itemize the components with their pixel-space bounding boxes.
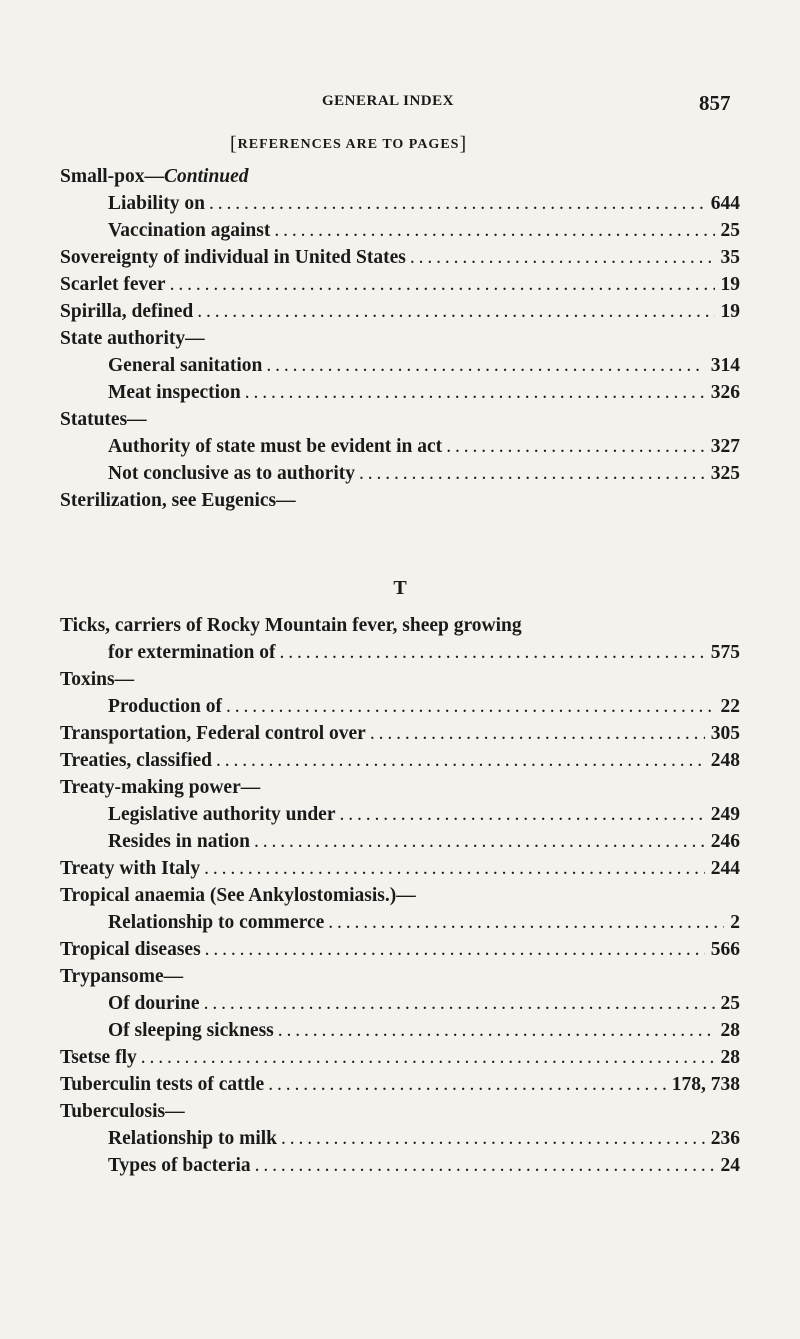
index-entry-label: Tuberculosis— xyxy=(60,1101,185,1122)
index-entry xyxy=(60,909,740,936)
index-entry-page: 566 xyxy=(710,939,740,960)
index-entry xyxy=(60,1044,740,1071)
index-entry-label: Of sleeping sickness xyxy=(108,1020,274,1041)
index-entry-label: Treaty-making power— xyxy=(60,777,261,798)
leader-dots xyxy=(245,379,705,406)
index-entry-label: Treaty with Italy xyxy=(60,858,201,879)
index-entry-label: Tropical diseases xyxy=(60,939,201,960)
index-entries-s xyxy=(60,190,740,514)
index-entry-page: 178, 738 xyxy=(671,1074,740,1095)
index-entry-page: 25 xyxy=(720,220,740,241)
index-entry-label: Tropical anaemia (See Ankylostomiasis.)— xyxy=(60,885,416,906)
reference-note-text: REFERENCES ARE TO PAGES xyxy=(237,137,460,152)
index-entry-page: 244 xyxy=(710,858,740,879)
index-entry xyxy=(60,963,740,990)
index-entry-label: Not conclusive as to authority xyxy=(108,463,355,484)
index-entry-label: for extermination of xyxy=(108,642,276,663)
index-entry xyxy=(60,990,740,1017)
index-entry-label: General sanitation xyxy=(108,355,263,376)
index-entry-label: Scarlet fever xyxy=(60,274,166,295)
index-entry-label: Tsetse fly xyxy=(60,1047,137,1068)
index-entry-page: 25 xyxy=(720,993,740,1014)
index-entry-label: Trypansome— xyxy=(60,966,184,987)
index-entry xyxy=(60,720,740,747)
index-entry xyxy=(60,639,740,666)
index-entry xyxy=(60,433,740,460)
leader-dots xyxy=(328,909,724,936)
index-entry-page: 325 xyxy=(710,463,740,484)
leader-dots xyxy=(204,990,715,1017)
leader-dots xyxy=(226,693,715,720)
index-entry xyxy=(60,190,740,217)
index-entry-label: Relationship to milk xyxy=(108,1128,278,1149)
page-number: 857 xyxy=(699,91,731,115)
index-entry-page: 644 xyxy=(710,193,740,214)
index-entry-label: Of dourine xyxy=(108,993,200,1014)
index-heading-small-pox: Small-pox—Continued xyxy=(60,166,249,187)
index-entry-label: Production of xyxy=(108,696,222,717)
index-entry xyxy=(60,828,740,855)
index-entry-label: Ticks, carriers of Rocky Mountain fever, sheep growing xyxy=(60,615,522,636)
index-entry-page: 2 xyxy=(730,912,740,933)
leader-dots xyxy=(216,747,705,774)
index-entry xyxy=(60,379,740,406)
index-entry xyxy=(60,693,740,720)
index-entry-label: Authority of state must be evident in act xyxy=(108,436,443,457)
index-entry-page: 236 xyxy=(710,1128,740,1149)
index-entry xyxy=(60,936,740,963)
leader-dots xyxy=(281,1125,705,1152)
index-entry xyxy=(60,1098,740,1125)
leader-dots xyxy=(255,1152,715,1179)
index-entry xyxy=(60,352,740,379)
index-entry xyxy=(60,666,740,693)
leader-dots xyxy=(410,244,715,271)
index-entry-label: Liability on xyxy=(108,193,205,214)
leader-dots xyxy=(197,298,714,325)
index-entry-label: Tuberculin tests of cattle xyxy=(60,1074,265,1095)
index-entry-label: Vaccination against xyxy=(108,220,271,241)
leader-dots xyxy=(205,936,705,963)
index-entry-label: Spirilla, defined xyxy=(60,301,194,322)
index-entry xyxy=(60,612,740,639)
leader-dots xyxy=(209,190,705,217)
index-entry-page: 22 xyxy=(720,696,740,717)
leader-dots xyxy=(359,460,705,487)
index-entry-label: State authority— xyxy=(60,328,205,349)
index-entry-page: 28 xyxy=(720,1020,740,1041)
leader-dots xyxy=(446,433,705,460)
leader-dots xyxy=(274,217,714,244)
index-entry xyxy=(60,747,740,774)
index-entries-t xyxy=(60,612,740,1179)
index-entry-page: 19 xyxy=(720,301,740,322)
index-entry-page: 327 xyxy=(710,436,740,457)
leader-dots xyxy=(170,271,715,298)
index-entry xyxy=(60,271,740,298)
index-entry xyxy=(60,774,740,801)
index-entry-page: 246 xyxy=(710,831,740,852)
index-entry xyxy=(60,801,740,828)
index-entry xyxy=(60,460,740,487)
reference-note: [REFERENCES ARE TO PAGES] xyxy=(230,133,468,155)
leader-dots xyxy=(254,828,705,855)
section-letter: T xyxy=(393,577,407,599)
leader-dots xyxy=(340,801,705,828)
index-entry xyxy=(60,487,740,514)
index-entry-label: Relationship to commerce xyxy=(108,912,325,933)
index-entry-label: Transportation, Federal control over xyxy=(60,723,366,744)
index-entry-label: Legislative authority under xyxy=(108,804,336,825)
index-entry-label: Statutes— xyxy=(60,409,147,430)
leader-dots xyxy=(266,352,704,379)
index-entry xyxy=(60,217,740,244)
index-entry xyxy=(60,1017,740,1044)
index-entry-label: Meat inspection xyxy=(108,382,241,403)
index-entry xyxy=(60,1071,740,1098)
page-header xyxy=(0,93,800,117)
running-title: GENERAL INDEX xyxy=(322,93,454,109)
leader-dots xyxy=(370,720,705,747)
leader-dots xyxy=(268,1071,666,1098)
index-entry xyxy=(60,244,740,271)
index-entry xyxy=(60,855,740,882)
index-entry-page: 249 xyxy=(710,804,740,825)
index-entry-page: 35 xyxy=(720,247,740,268)
leader-dots xyxy=(280,639,705,666)
index-entry-page: 248 xyxy=(710,750,740,771)
index-entry-page: 575 xyxy=(710,642,740,663)
index-entry-label: Sterilization, see Eugenics— xyxy=(60,490,296,511)
index-entry-label: Resides in nation xyxy=(108,831,250,852)
index-entry xyxy=(60,298,740,325)
index-entry xyxy=(60,406,740,433)
leader-dots xyxy=(278,1017,715,1044)
index-entry-page: 28 xyxy=(720,1047,740,1068)
index-entry xyxy=(60,1125,740,1152)
leader-dots xyxy=(204,855,705,882)
index-section-s xyxy=(60,163,740,514)
index-entry-label: Toxins— xyxy=(60,669,135,690)
leader-dots xyxy=(141,1044,715,1071)
index-entry-label: Treaties, classified xyxy=(60,750,213,771)
index-entry-page: 19 xyxy=(720,274,740,295)
index-entry xyxy=(60,1152,740,1179)
index-entry-label: Types of bacteria xyxy=(108,1155,251,1176)
index-section-t xyxy=(60,612,740,1179)
index-entry xyxy=(60,882,740,909)
index-entry-page: 314 xyxy=(710,355,740,376)
index-entry-page: 305 xyxy=(710,723,740,744)
index-entry-page: 326 xyxy=(710,382,740,403)
index-entry-page: 24 xyxy=(720,1155,740,1176)
index-entry-label: Sovereignty of individual in United States xyxy=(60,247,406,268)
index-entry xyxy=(60,325,740,352)
